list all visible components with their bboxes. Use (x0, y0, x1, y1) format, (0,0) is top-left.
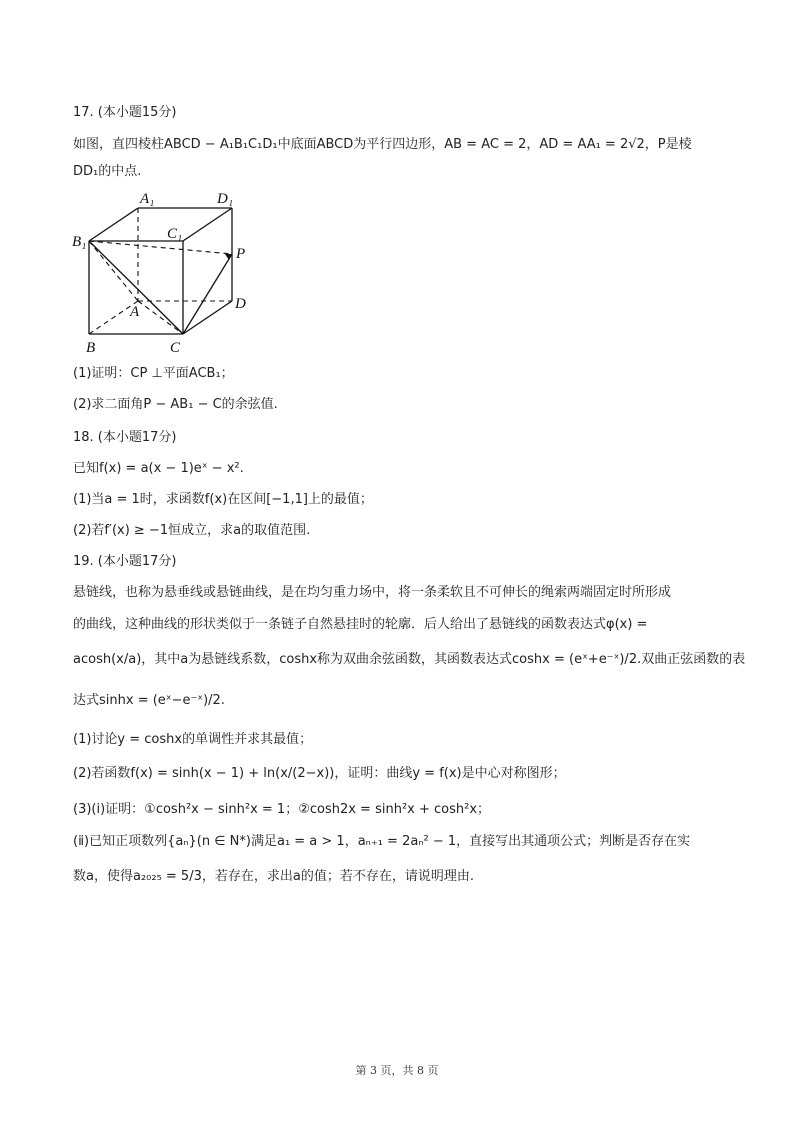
label-b1: B₁ (72, 234, 87, 250)
problem-19-header: 19. (本小题17分) (73, 554, 177, 569)
problem-19-question-3: (3)(ⅰ)证明：①cosh²x − sinh²x = 1；②cosh2x = sinh²x + cosh²x； (73, 802, 491, 817)
problem-19-question-4-line-2: 数a，使得a₂₀₂₅ = 5/3，若存在，求出a的值；若不存在，请说明理由. (73, 869, 474, 884)
problem-19-stem-line-2: 的曲线，这种曲线的形状类似于一条链子自然悬挂时的轮廓．后人给出了悬链线的函数表达式φ(x) = (73, 617, 648, 632)
label-a: A (130, 304, 140, 320)
label-c1: C₁ (167, 226, 183, 242)
problem-17-header: 17. (本小题15分) (73, 105, 177, 120)
problem-17-stem-line-2: DD₁的中点. (73, 164, 142, 179)
problem-19-stem-line-4: 达式sinhx = (eˣ−e⁻ˣ)/2. (73, 693, 225, 708)
problem-17-question-1: (1)证明：CP ⊥平面ACB₁； (73, 366, 234, 381)
label-d: D (235, 296, 246, 312)
problem-19-stem-line-1: 悬链线，也称为悬垂线或悬链曲线，是在均匀重力场中，将一条柔软且不可伸长的绳索两端固定时所形成 (73, 585, 672, 600)
prism-figure (70, 188, 270, 358)
problem-19-question-4-line-1: (ⅱ)已知正项数列{aₙ}(n ∈ N*)满足a₁ = a > 1，aₙ₊₁ = 2aₙ² − 1，直接写出其通项公式；判断是否存在实 (73, 834, 691, 849)
problem-17-question-2: (2)求二面角P − AB₁ − C的余弦值. (73, 397, 278, 412)
label-c: C (170, 340, 181, 356)
problem-17-stem-line-1: 如图，直四棱柱ABCD − A₁B₁C₁D₁中底面ABCD为平行四边形，AB = AC = 2，AD = AA₁ = 2√2，P是棱 (73, 137, 692, 152)
problem-19-question-1: (1)讨论y = coshx的单调性并求其最值； (73, 732, 313, 747)
label-a1: A₁ (140, 191, 155, 207)
label-p: P (236, 246, 246, 262)
label-d1: D₁ (217, 191, 234, 207)
problem-18-question-2: (2)若f′(x) ≥ −1恒成立，求a的取值范围. (73, 523, 311, 538)
point-p-arrow (225, 254, 232, 260)
problem-18-header: 18. (本小题17分) (73, 430, 177, 445)
problem-19-question-2: (2)若函数f(x) = sinh(x − 1) + ln(x/(2−x))，证明：曲线y = f(x)是中心对称图形； (73, 766, 566, 781)
problem-18-question-1: (1)当a = 1时，求函数f(x)在区间[−1,1]上的最值； (73, 492, 373, 507)
problem-18-stem: 已知f(x) = a(x − 1)eˣ − x². (73, 461, 244, 476)
prism-solid-edges (89, 208, 232, 334)
problem-19-stem-line-3: acosh(x/a)，其中a为悬链线系数，coshx称为双曲余弦函数，其函数表达式coshx = (eˣ+e⁻ˣ)/2.双曲正弦函数的表 (73, 652, 746, 667)
label-b: B (86, 340, 96, 356)
page-footer: 第 3 页，共 8 页 (355, 1064, 439, 1077)
